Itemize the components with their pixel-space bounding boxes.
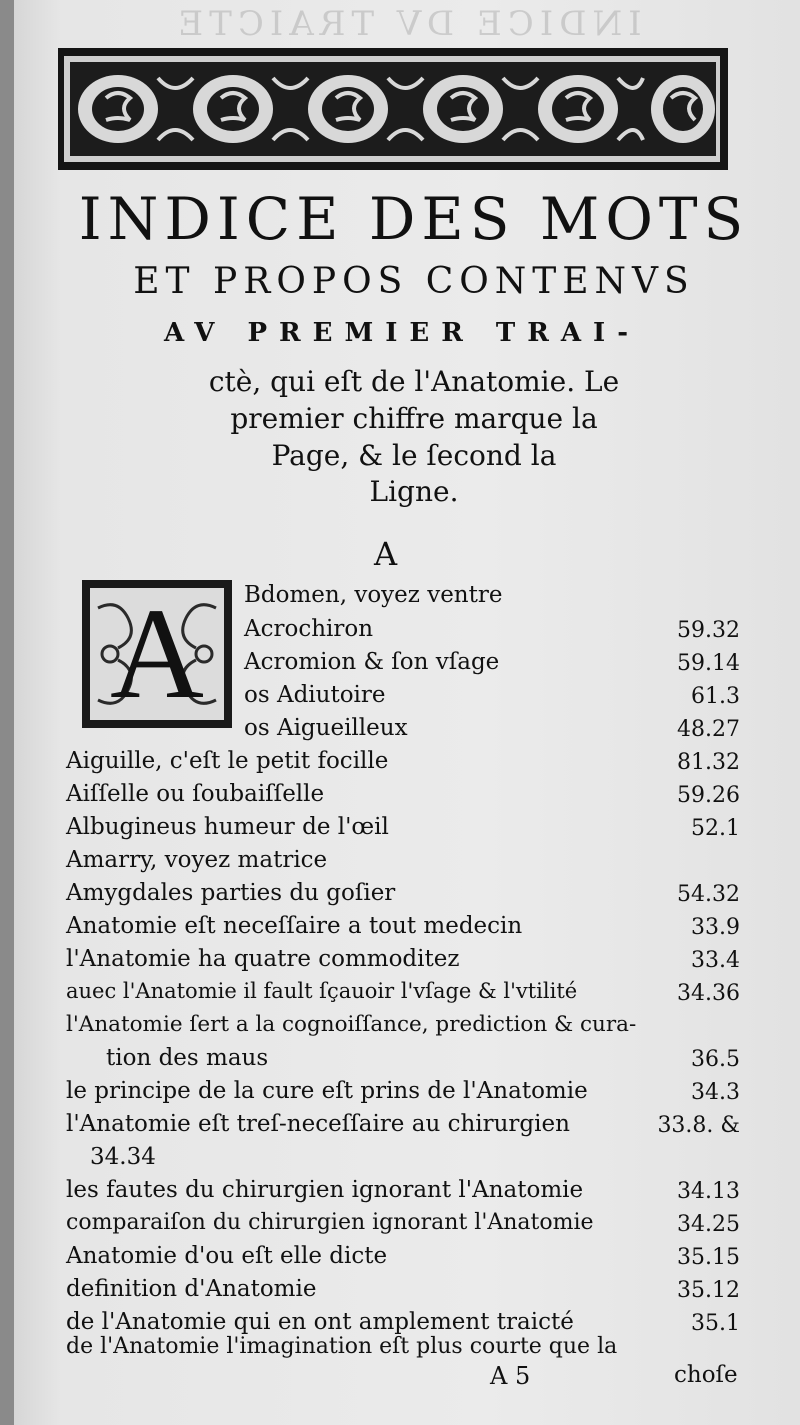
index-entry: les fautes du chirurgien ignorant l'Anatomie (66, 1177, 584, 1203)
index-entry: tion des maus (106, 1045, 269, 1071)
entry-reference: 59.26 (677, 783, 740, 808)
initial-letter: A (110, 582, 204, 726)
title-line-2: ET PROPOS CONTENVS (133, 261, 695, 302)
decorated-initial (82, 580, 232, 728)
entry-reference: 59.32 (677, 618, 740, 643)
title-line-5: premier chiffre marque la (230, 402, 598, 435)
entry-reference: 48.27 (677, 717, 740, 742)
index-entry: comparaiſon du chirurgien ignorant l'Anatomie (66, 1210, 594, 1235)
catchword: choſe (674, 1362, 738, 1388)
entry-reference: 52.1 (691, 816, 740, 841)
title-line-6: Page, & le ſecond la (271, 439, 557, 472)
entry-reference: 36.5 (691, 1047, 740, 1072)
index-entry: Amygdales parties du goſier (66, 880, 396, 906)
entry-reference: 59.14 (677, 651, 740, 676)
index-entry: Acromion & ſon vſage (244, 649, 500, 675)
entry-reference: 54.32 (677, 882, 740, 907)
index-entry: Anatomie eſt neceſſaire a tout medecin (66, 913, 523, 939)
index-entry: Aiſſelle ou ſoubaiſſelle (66, 781, 325, 807)
entry-reference: 33.4 (691, 948, 740, 973)
index-entry: l'Anatomie ha quatre commoditez (66, 946, 460, 972)
entry-reference: 81.32 (677, 750, 740, 775)
index-entry: l'Anatomie ſert a la cognoiſſance, prediction & cura- (66, 1012, 637, 1037)
entry-reference: 35.15 (677, 1245, 740, 1270)
entry-reference: 34.25 (677, 1212, 740, 1237)
index-entry: Anatomie d'ou eſt elle dicte (66, 1243, 388, 1269)
signature-mark: A 5 (490, 1362, 531, 1390)
title-line-1: INDICE DES MOTS (78, 185, 750, 253)
section-letter: A (374, 535, 398, 573)
index-entry: definition d'Anatomie (66, 1276, 317, 1302)
title-line-4: ctè, qui eſt de l'Anatomie. Le (208, 365, 620, 398)
index-entry: Bdomen, voyez ventre (244, 582, 503, 608)
index-entry: Acrochiron (244, 616, 374, 642)
entry-reference: 34.3 (691, 1080, 740, 1105)
index-entry: os Adiutoire (244, 682, 386, 708)
index-entry: le principe de la cure eſt prins de l'Anatomie (66, 1078, 588, 1104)
bleed-through-text: INDICE DV TRAICTE (172, 4, 642, 44)
entry-reference: 34.36 (677, 981, 740, 1006)
entry-reference: 34.13 (677, 1179, 740, 1204)
index-entry-continuation: 34.34 (90, 1144, 156, 1170)
entry-reference: 61.3 (691, 684, 740, 709)
index-entry: de l'Anatomie l'imagination eſt plus courte que la (66, 1334, 618, 1359)
index-entry: auec l'Anatomie il fault ſçauoir l'vſage & l'vtilité (66, 979, 578, 1003)
entry-reference: 35.12 (677, 1278, 740, 1303)
title-line-3: AV PREMIER TRAI- (164, 318, 640, 348)
entry-reference: 35.1 (691, 1311, 740, 1336)
index-entry: os Aigueilleux (244, 715, 408, 741)
index-entry: l'Anatomie eſt treſ-neceſſaire au chirurgien (66, 1111, 570, 1137)
index-entry: Albugineus humeur de l'œil (66, 814, 389, 840)
entry-reference: 33.9 (691, 915, 740, 940)
title-line-7: Ligne. (369, 475, 459, 508)
index-entry: Aiguille, c'eſt le petit focille (66, 748, 389, 774)
entry-reference: 33.8. & (657, 1113, 740, 1138)
index-entry: de l'Anatomie qui en ont amplement traicté (66, 1309, 574, 1335)
ornamental-header-band (58, 48, 728, 170)
book-page (14, 0, 800, 1425)
index-entry: Amarry, voyez matrice (66, 847, 328, 873)
